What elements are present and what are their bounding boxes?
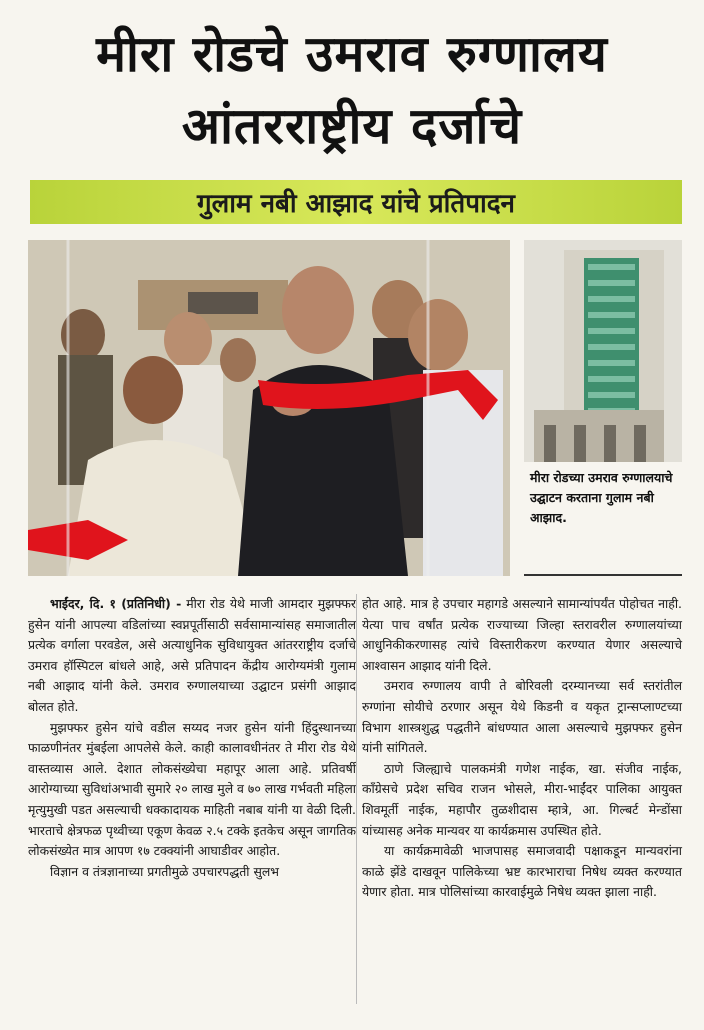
dateline: भाईंदर, दि. १ (प्रतिनिधी) - [50, 596, 182, 611]
inauguration-photo [28, 240, 510, 576]
headline-line-2: आंतरराष्ट्रीय दर्जाचे [181, 97, 523, 155]
article-paragraph: उमराव रुग्णालय वापी ते बोरिवली दरम्यानच्या सर्व स्तरांतील रुग्णांना सोयीचे ठरणार असून येथे किडनी व यकृत ट्रान्सप्लाण्टच्या विभाग शास्त्रशुद्ध पद्धतीने बांधण्यात आला असल्याचे मुझफ्फर हुसेन यांनी सांगितले. [362, 678, 682, 756]
column-divider [356, 594, 357, 1004]
headline-line-1: मीरा रोडचे उमराव रुग्णालय [96, 25, 608, 83]
article-column-right [362, 594, 682, 903]
inauguration-photo-illustration [28, 240, 510, 576]
subheadline: गुलाम नबी आझाद यांचे प्रतिपादन [197, 189, 515, 219]
subheadline-band [30, 180, 682, 224]
article-column-left [28, 594, 356, 882]
article-paragraph: या कार्यक्रमावेळी भाजपासह समाजवादी पक्षाकडून मान्यवरांना काळे झेंडे दाखवून पालिकेच्या भ्रष्ट कारभाराचा निषेध व्यक्त करण्यात येणार होता. मात्र पोलिसांच्या कारवाईमुळे निषेध व्यक्त झाला नाही. [362, 843, 682, 900]
caption-divider [524, 574, 682, 576]
article-paragraph: ठाणे जिल्ह्याचे पालकमंत्री गणेश नाईक, खा. संजीव नाईक, काँग्रेसचे प्रदेश सचिव राजन भोसले, मीरा-भाईंदर पालिका आयुक्त शिवमूर्ती नाईक, महापौर तुळशीदास म्हात्रे, आ. गिल्बर्ट मेन्डोंसा यांच्यासह अनेक मान्यवर या कार्यक्रमास उपस्थित होते. [362, 760, 682, 838]
hospital-building-illustration [524, 240, 682, 462]
hospital-building-photo [524, 240, 682, 462]
article-paragraph: होत आहे. मात्र हे उपचार महागडे असल्याने सामान्यांपर्यंत पोहोचत नाही. येत्या पाच वर्षांत प्रत्येक राज्याच्या जिल्हा स्तरावरील रुग्णालयांच्या आधुनिकीकरणासह त्यांचे विस्तारीकरण करण्यात येणार असल्याचे आश्वासन आझाद यांनी दिले. [362, 596, 682, 673]
article-paragraph [28, 594, 356, 718]
photo-caption: मीरा रोडच्या उमराव रुग्णालयाचे उद्घाटन करताना गुलाम नबी आझाद. [530, 470, 673, 525]
article-paragraph: मुझफ्फर हुसेन यांचे वडील सय्यद नजर हुसेन यांनी हिंदुस्थानच्या फाळणीनंतर मुंबईला आपलेसे केले. काही कालावधीनंतर ते मीरा रोड येथे वास्तव्यास आले. देशात लोकसंख्येचा महापूर आला आहे. प्रतिवर्षी आरोग्याच्या सुविधांअभावी सुमारे २० लाख मुले व ७० लाख गर्भवती महिला मृत्युमुखी पडत असल्याची धक्कादायक माहिती नबाब यांनी या वेळी दिली. भारताचे क्षेत्रफळ पृथ्वीच्या एकूण केवळ २.५ टक्के इतकेच असून जागतिक लोकसंख्येत मात्र आपण १७ टक्क्यांनी आघाडीवर आहोत. [28, 719, 356, 859]
article-paragraph: विज्ञान व तंत्रज्ञानाच्या प्रगतीमुळे उपचारपद्धती सुलभ [50, 863, 279, 879]
article-paragraph-text: मीरा रोड येथे माजी आमदार मुझफ्फर हुसेन यांनी आपल्या वडिलांच्या स्वप्नपूर्तीसाठी सर्वसामान्यांसह समाजातील प्रत्येक वर्गाला परवडेल, असे अत्याधुनिक सुविधायुक्त आंतरराष्ट्रीय दर्जाचे उमराव हॉस्पिटल बांधले आहे, असे प्रतिपादन केंद्रीय आरोग्यमंत्री गुलाम नबी आझाद यांनी केले. उमराव रुग्णालयाच्या उद्घाटन प्रसंगी आझाद बोलत होते. [28, 596, 356, 714]
